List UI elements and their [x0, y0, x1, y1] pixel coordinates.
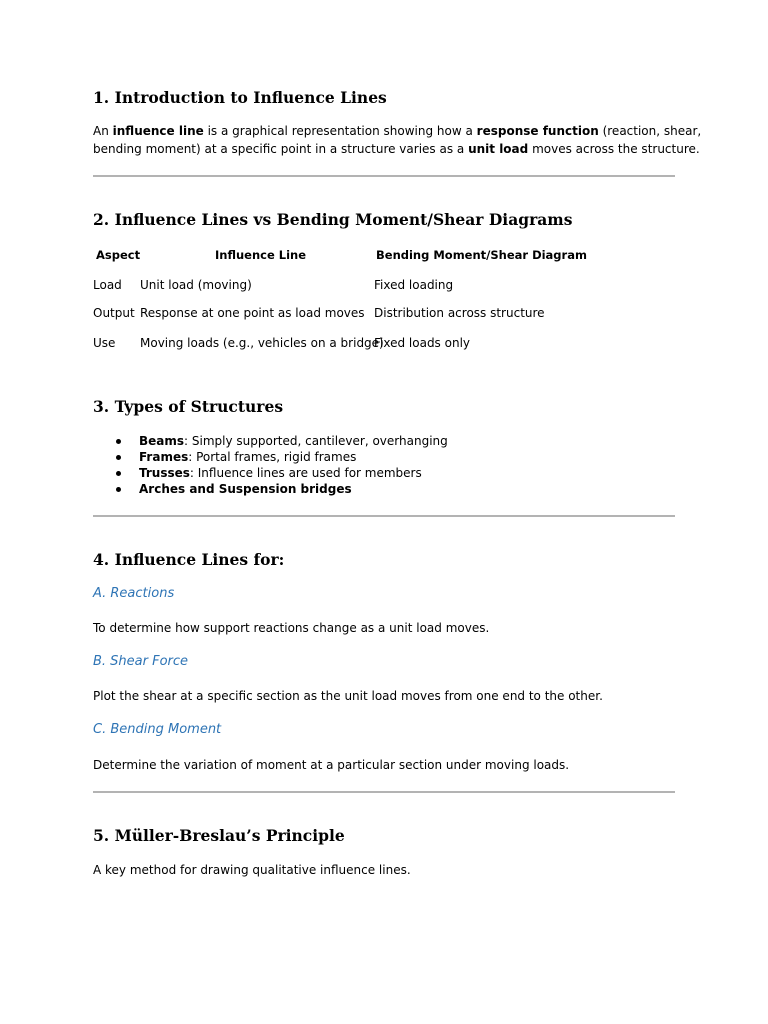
- list-item: [139, 465, 422, 481]
- term-response-function: response function: [476, 124, 599, 138]
- section-5-heading: 5. Müller-Breslau’s Principle: [93, 826, 345, 845]
- table-cell: Output: [93, 306, 135, 320]
- list-item-text: : Influence lines are used for members: [189, 466, 422, 480]
- list-item: [139, 449, 356, 465]
- table-cell: Distribution across structure: [374, 306, 545, 320]
- term-unit-load: unit load: [468, 142, 529, 156]
- horizontal-divider: [93, 515, 675, 517]
- bullet-icon: [116, 487, 121, 492]
- bullet-icon: [116, 471, 121, 476]
- list-item: [139, 481, 352, 497]
- section-5-paragraph: A key method for drawing qualitative influence lines.: [93, 863, 411, 877]
- horizontal-divider: [93, 175, 675, 177]
- table-cell: Use: [93, 336, 116, 350]
- table-cell: Fixed loading: [374, 278, 454, 292]
- table-cell: Moving loads (e.g., vehicles on a bridge): [140, 336, 384, 350]
- table-header-aspect: Aspect: [96, 248, 141, 262]
- text-run: bending moment) at a specific point in a structure varies as a: [93, 142, 469, 156]
- subsection-paragraph: To determine how support reactions change as a unit load moves.: [93, 621, 490, 635]
- subsection-paragraph: Plot the shear at a specific section as the unit load moves from one end to the other.: [93, 689, 603, 703]
- section-2-heading: 2. Influence Lines vs Bending Moment/Shear Diagrams: [93, 210, 573, 229]
- section-1-heading: 1. Introduction to Influence Lines: [93, 88, 387, 107]
- section-4-heading: 4. Influence Lines for:: [93, 550, 285, 569]
- text-run: An: [93, 124, 113, 138]
- subheading-bending-moment: C. Bending Moment: [93, 722, 222, 737]
- table-cell: Unit load (moving): [140, 278, 252, 292]
- list-item-text: : Simply supported, cantilever, overhanging: [184, 434, 448, 448]
- text-run: is a graphical representation showing how a: [203, 124, 477, 138]
- list-item: [139, 433, 448, 449]
- subsection-paragraph: Determine the variation of moment at a particular section under moving loads.: [93, 758, 570, 772]
- bullet-icon: [116, 439, 121, 444]
- list-item-term: Beams: [139, 434, 185, 448]
- section-3-heading: 3. Types of Structures: [93, 397, 284, 416]
- horizontal-divider: [93, 791, 675, 793]
- section-1-paragraph-line-2: [93, 140, 700, 158]
- list-item-term: Trusses: [139, 466, 190, 480]
- table-cell: Load: [93, 278, 122, 292]
- text-run: moves across the structure.: [528, 142, 700, 156]
- table-header-influence-line: Influence Line: [215, 248, 307, 262]
- table-cell: Fixed loads only: [374, 336, 471, 350]
- text-run: (reaction, shear,: [598, 124, 702, 138]
- table-cell: Response at one point as load moves: [140, 306, 365, 320]
- section-1-paragraph-line-1: [93, 122, 701, 140]
- subheading-reactions: A. Reactions: [93, 586, 175, 601]
- list-item-term: Arches and Suspension bridges: [139, 482, 352, 496]
- list-item-term: Frames: [139, 450, 189, 464]
- bullet-icon: [116, 455, 121, 460]
- table-header-bm-shear-diagram: Bending Moment/Shear Diagram: [376, 248, 587, 262]
- term-influence-line: influence line: [112, 124, 204, 138]
- list-item-text: : Portal frames, rigid frames: [188, 450, 357, 464]
- subheading-shear-force: B. Shear Force: [93, 654, 189, 669]
